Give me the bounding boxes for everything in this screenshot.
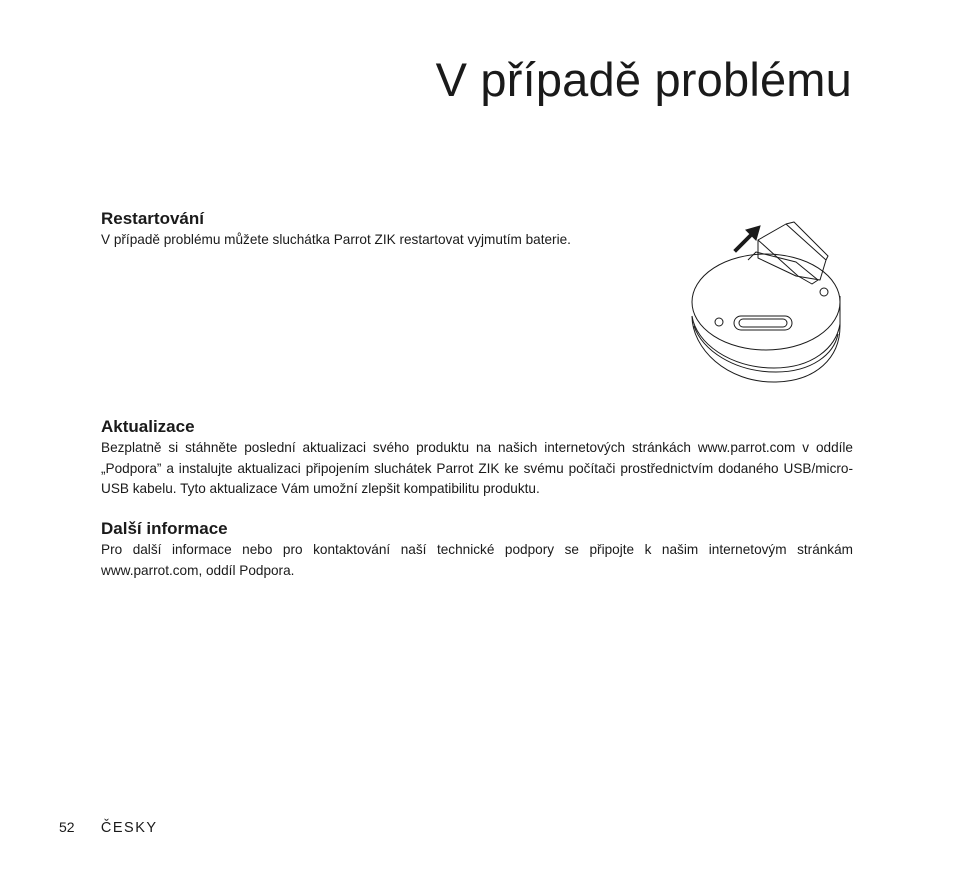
section-heading: Aktualizace	[101, 417, 195, 436]
section-update	[101, 416, 853, 500]
hole-icon	[820, 288, 828, 296]
earcup-outline	[692, 296, 840, 382]
battery-icon	[758, 224, 826, 280]
page-footer	[59, 819, 158, 836]
battery-removal-illustration	[686, 218, 846, 388]
page-title: V případě problému	[435, 53, 852, 106]
language-label: ČESKY	[100, 820, 158, 836]
section-heading: Restartování	[101, 209, 204, 228]
section-body: V případě problému můžete sluchátka Parrot ZIK restartovat vyjmutím baterie.	[101, 232, 571, 247]
arrow-up-right-icon	[734, 226, 760, 252]
section-restart	[101, 208, 661, 251]
section-body: Bezplatně si stáhněte poslední aktualizaci svého produktu na našich internetových stránkách www.parrot.com v oddíle „Podpora” a instalujte aktualizaci připojením sluchátek Parrot ZIK ke svému počítači prostřednictvím dodaného USB/micro-USB kabelu. Tyto aktualizace Vám umožní zlepšit kompatibilitu produktu.	[101, 440, 853, 496]
section-heading: Další informace	[101, 519, 228, 538]
connector-icon	[734, 316, 792, 330]
earcup-top	[692, 254, 840, 350]
section-more-info	[101, 518, 853, 581]
section-body: Pro další informace nebo pro kontaktování naší technické podpory se připojte k našim internetovým stránkám www.parrot.com, oddíl Podpora.	[101, 542, 853, 578]
page-number: 52	[59, 819, 75, 835]
hole-icon	[715, 318, 723, 326]
